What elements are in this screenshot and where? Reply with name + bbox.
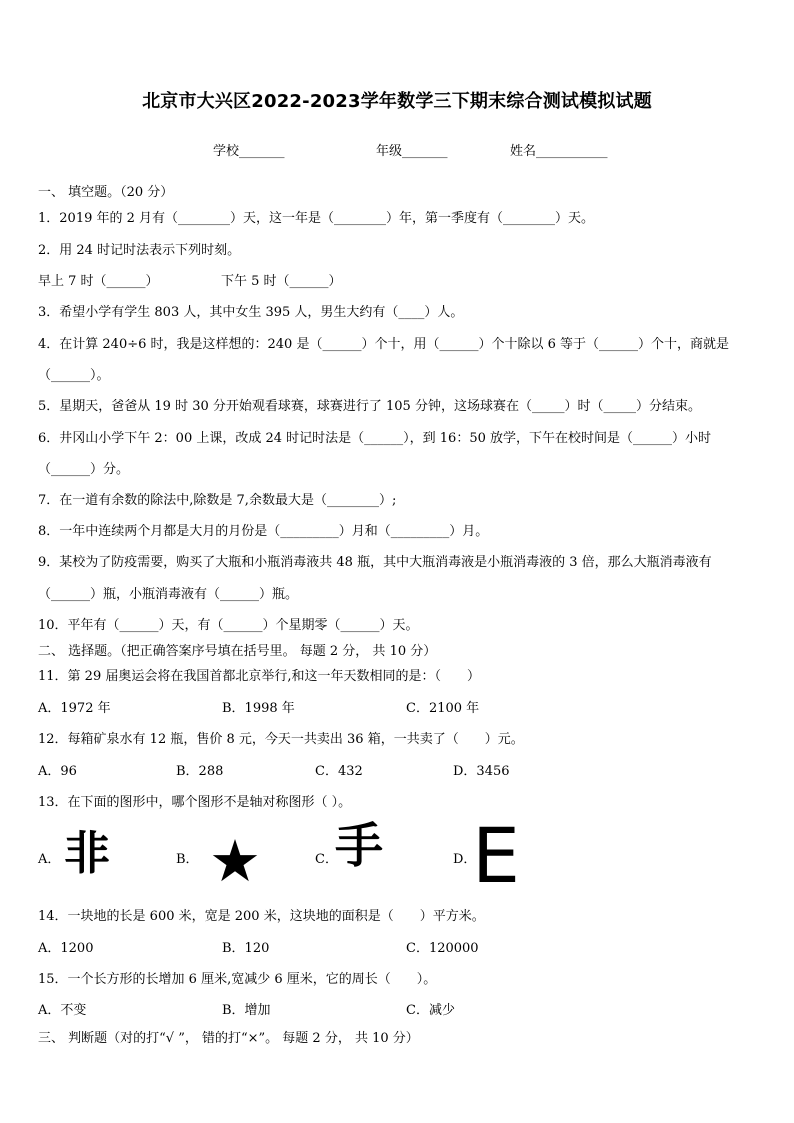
q12-option-a: A．96 bbox=[38, 764, 77, 779]
question-2-part-a: 早上 7 时（______） bbox=[38, 274, 159, 289]
q15-option-a: A．不变 bbox=[38, 1003, 87, 1018]
question-2-part-b: 下午 5 时（______） bbox=[221, 274, 342, 289]
q15-option-c: C．减少 bbox=[406, 1003, 455, 1018]
name-field: 姓名___________ bbox=[510, 144, 608, 159]
section-heading-fill: 一、 填空题。（20 分） bbox=[38, 185, 174, 200]
q14-option-c: C．120000 bbox=[406, 941, 479, 956]
section-heading-choice: 二、 选择题。（把正确答案序号填在括号里。 每题 2 分， 共 10 分） bbox=[38, 644, 437, 659]
q13-figure-a: 非 bbox=[64, 826, 110, 880]
question-1: 1．2019 年的 2 月有（________）天，这一年是（________）年，第一季度有（________）天。 bbox=[38, 211, 595, 226]
q13-figure-d: E bbox=[472, 811, 521, 900]
question-15: 15．一个长方形的长增加 6 厘米,宽减少 6 厘米，它的周长（ ）。 bbox=[38, 972, 437, 987]
question-14: 14．一块地的长是 600 米，宽是 200 米，这块地的面积是（ ）平方米。 bbox=[38, 909, 485, 924]
q13-figure-c: 手 bbox=[335, 818, 384, 874]
q13-option-d: D． bbox=[453, 852, 477, 867]
q14-option-b: B．120 bbox=[222, 941, 270, 956]
question-7: 7．在一道有余数的除法中,除数是 7,余数最大是（________）; bbox=[38, 493, 397, 508]
q12-option-c: C．432 bbox=[315, 764, 363, 779]
q13-option-c: C． bbox=[315, 852, 338, 867]
q13-figure-b: ★ bbox=[209, 827, 261, 895]
question-4-cont: （______）。 bbox=[38, 368, 110, 383]
question-10: 10．平年有（______）天，有（______）个星期零（______）天。 bbox=[38, 618, 419, 633]
q15-option-b: B．增加 bbox=[222, 1003, 271, 1018]
q11-option-c: C．2100 年 bbox=[406, 701, 480, 716]
question-13: 13．在下面的图形中，哪个图形不是轴对称图形（ ）。 bbox=[38, 795, 352, 810]
q13-option-b: B． bbox=[176, 852, 199, 867]
question-11: 11．第 29 届奥运会将在我国首都北京举行,和这一年天数相同的是：（ ） bbox=[38, 669, 480, 684]
q13-option-a: A． bbox=[38, 852, 61, 867]
question-6: 6．井冈山小学下午 2：00 上课，改成 24 时记时法是（______），到 16：50 放学，下午在校时间是（______）小时 bbox=[38, 431, 712, 446]
page-title: 北京市大兴区2022-2023学年数学三下期末综合测试模拟试题 bbox=[142, 91, 652, 112]
q14-option-a: A．1200 bbox=[38, 941, 94, 956]
q11-option-b: B．1998 年 bbox=[222, 701, 295, 716]
q12-option-d: D．3456 bbox=[453, 764, 510, 779]
section-heading-judge: 三、 判断题（对的打“√ ”， 错的打“×”。 每题 2 分， 共 10 分） bbox=[38, 1031, 419, 1046]
grade-field: 年级_______ bbox=[376, 144, 448, 159]
q12-option-b: B．288 bbox=[176, 764, 224, 779]
school-field: 学校_______ bbox=[213, 144, 285, 159]
question-6-cont: （______）分。 bbox=[38, 462, 130, 477]
question-9: 9．某校为了防疫需要，购买了大瓶和小瓶消毒液共 48 瓶，其中大瓶消毒液是小瓶消毒液的 3 倍，那么大瓶消毒液有 bbox=[38, 555, 712, 570]
question-4: 4．在计算 240÷6 时，我是这样想的：240 是（______）个十，用（______）个十除以 6 等于（______）个十，商就是 bbox=[38, 337, 729, 352]
question-9-cont: （______）瓶，小瓶消毒液有（______）瓶。 bbox=[38, 587, 299, 602]
question-2: 2．用 24 时记时法表示下列时刻。 bbox=[38, 243, 241, 258]
question-3: 3．希望小学有学生 803 人，其中女生 395 人，男生大约有（____）人。 bbox=[38, 305, 464, 320]
question-12: 12．每箱矿泉水有 12 瓶，售价 8 元，今天一共卖出 36 箱，一共卖了（ ）元。 bbox=[38, 732, 524, 747]
question-8: 8．一年中连续两个月都是大月的月份是（_________）月和（_________）月。 bbox=[38, 524, 489, 539]
q11-option-a: A．1972 年 bbox=[38, 701, 111, 716]
question-5: 5．星期天，爸爸从 19 时 30 分开始观看球赛，球赛进行了 105 分钟，这场球赛在（_____）时（_____）分结束。 bbox=[38, 399, 701, 414]
